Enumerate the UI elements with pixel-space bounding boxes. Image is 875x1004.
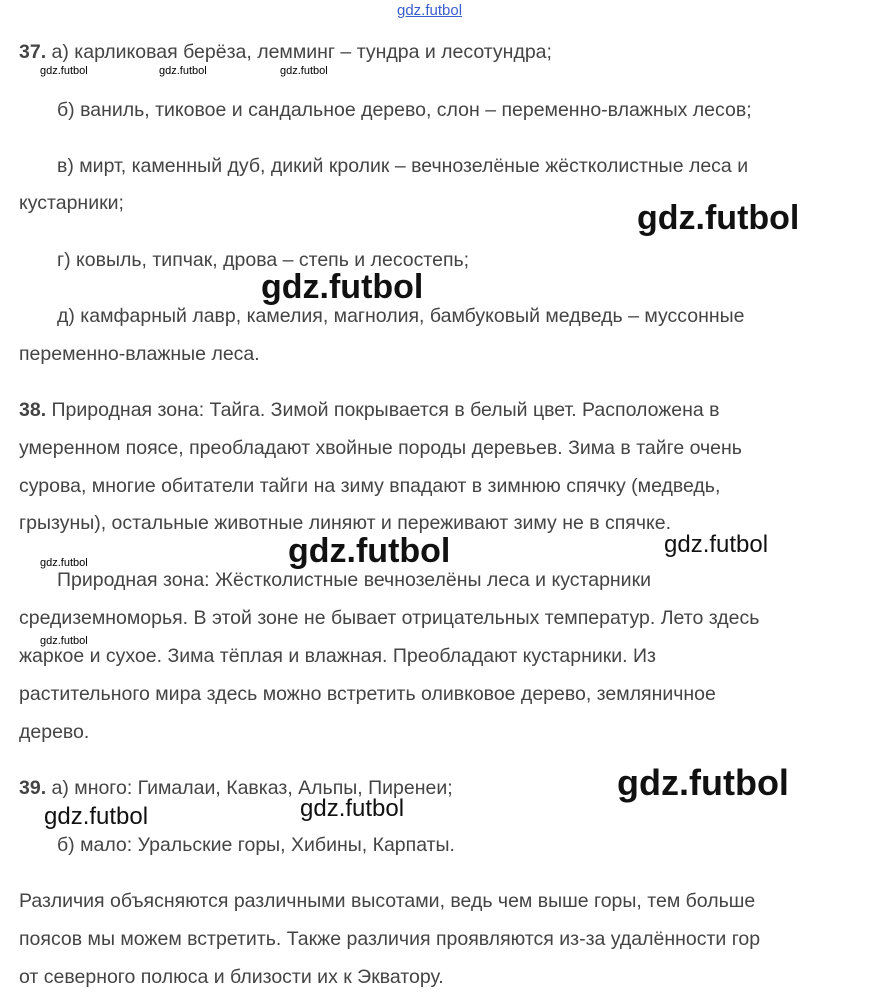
watermark-small-5: gdz.futbol: [40, 635, 88, 647]
task38-p2-line2: средиземноморья. В этой зоне не бывает отрицательных температур. Лето здесь: [19, 607, 760, 629]
task39-p-line1: Различия объясняются различными высотами, ведь чем выше горы, тем больше: [19, 890, 756, 912]
task38-p1-line1: [19, 398, 720, 422]
watermark-large-2: gdz.futbol: [261, 268, 424, 306]
watermark-small-2: gdz.futbol: [159, 65, 207, 77]
task38-p2-line4: растительного мира здесь можно встретить оливковое дерево, земляничное: [19, 683, 716, 705]
task37-item-g: г) ковыль, типчак, дрова – степь и лесостепь;: [57, 249, 470, 271]
task38-p2-line5: дерево.: [19, 721, 90, 743]
task37-item-b: б) ваниль, тиковое и сандальное дерево, слон – переменно-влажных лесов;: [57, 99, 752, 121]
watermark-medium-2: gdz.futbol: [44, 803, 149, 830]
task37-number: 37.: [19, 41, 47, 63]
task38-p1-line3: сурова, многие обитатели тайги на зиму впадают в зимнюю спячку (медведь,: [19, 475, 721, 497]
task37-item-d-line1: д) камфарный лавр, камелия, магнолия, бамбуковый медведь – муссонные: [57, 305, 745, 327]
task37-item-d-line2: переменно-влажные леса.: [19, 343, 260, 365]
task38-p1-line2: умеренном поясе, преобладают хвойные породы деревьев. Зима в тайге очень: [19, 437, 742, 459]
watermark-small-3: gdz.futbol: [280, 65, 328, 77]
watermark-large-4: gdz.futbol: [617, 762, 789, 803]
task39-p-line2: поясов мы можем встретить. Также различия проявляются из-за удалённости гор: [19, 928, 761, 950]
task37-line-a: [19, 40, 552, 64]
task38-number: 38.: [19, 399, 47, 421]
watermark-medium-3: gdz.futbol: [300, 795, 405, 822]
task37-item-v-line1: в) мирт, каменный дуб, дикий кролик – вечнозелёные жёстколистные леса и: [57, 155, 749, 177]
task39-p-line3: от северного полюса и близости их к Экватору.: [19, 966, 444, 988]
watermark-medium-1: gdz.futbol: [664, 531, 769, 558]
watermark-small-1: gdz.futbol: [40, 65, 88, 77]
watermark-small-4: gdz.futbol: [40, 557, 88, 569]
task39-number: 39.: [19, 777, 47, 799]
task38-p2-line3: жаркое и сухое. Зима тёплая и влажная. Преобладают кустарники. Из: [19, 645, 656, 667]
watermark-large-1: gdz.futbol: [637, 199, 800, 237]
task39-item-a: а) много: Гималаи, Кавказ, Альпы, Пиренеи;: [51, 777, 453, 799]
watermark-large-3: gdz.futbol: [288, 532, 451, 570]
task37-item-v-line2: кустарники;: [19, 192, 124, 214]
task38-p2-line1: Природная зона: Жёстколистные вечнозелёны леса и кустарники: [57, 569, 651, 591]
watermark-top-link[interactable]: gdz.futbol: [397, 2, 463, 19]
task38-p1-line4: грызуны), остальные животные линяют и переживают зиму не в спячке.: [19, 512, 672, 534]
task38-p1-line1-text: Природная зона: Тайга. Зимой покрывается в белый цвет. Расположена в: [51, 399, 720, 421]
task39-item-b: б) мало: Уральские горы, Хибины, Карпаты.: [57, 834, 455, 856]
task37-item-a: а) карликовая берёза, лемминг – тундра и лесотундра;: [51, 41, 552, 63]
